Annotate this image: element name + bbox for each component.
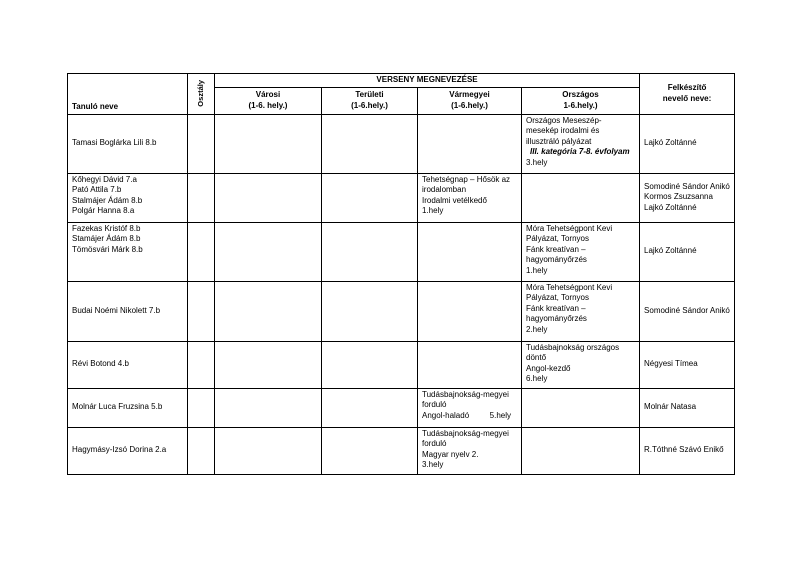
teacher-cell: Molnár Natasa xyxy=(640,388,735,427)
table-row xyxy=(68,427,735,474)
city-cell xyxy=(215,341,322,388)
district-cell xyxy=(322,341,418,388)
teacher-cell: Somodiné Sándor Anikó Kormos Zsuzsanna Lajkó Zoltánné xyxy=(640,173,735,222)
class-cell xyxy=(188,341,215,388)
class-cell xyxy=(188,114,215,173)
table-row xyxy=(68,173,735,222)
county-cell xyxy=(418,341,522,388)
city-cell xyxy=(215,173,322,222)
national-cell xyxy=(522,427,640,474)
table-row xyxy=(68,281,735,341)
district-cell xyxy=(322,388,418,427)
teacher-cell: Négyesi Tímea xyxy=(640,341,735,388)
teacher-header: Felkészítő nevelő neve: xyxy=(640,74,735,115)
student-cell: Révi Botond 4.b xyxy=(68,341,188,388)
class-cell xyxy=(188,222,215,281)
student-cell: Budai Noémi Nikolett 7.b xyxy=(68,281,188,341)
student-cell: Molnár Luca Fruzsina 5.b xyxy=(68,388,188,427)
county-cell xyxy=(418,281,522,341)
student-cell: Kőhegyi Dávid 7.a Pató Attila 7.b Stalmájer Ádám 8.b Polgár Hanna 8.a xyxy=(68,173,188,222)
table-row xyxy=(68,341,735,388)
level-district-header: Területi (1-6.hely.) xyxy=(322,87,418,114)
student-cell: Tamasi Boglárka Lili 8.b xyxy=(68,114,188,173)
national-cell: Tudásbajnokság országos döntő Angol-kezdő 6.hely xyxy=(522,341,640,388)
city-cell xyxy=(215,427,322,474)
student-cell: Fazekas Kristóf 8.b Stamájer Ádám 8.b Tömösvári Márk 8.b xyxy=(68,222,188,281)
results-table xyxy=(67,73,735,475)
county-cell: Tudásbajnokság-megyei forduló Magyar nyelv 2. 3.hely xyxy=(418,427,522,474)
class-cell xyxy=(188,281,215,341)
district-cell xyxy=(322,281,418,341)
county-cell xyxy=(418,222,522,281)
class-cell xyxy=(188,427,215,474)
student-name-header: Tanuló neve xyxy=(68,74,188,115)
county-cell xyxy=(418,114,522,173)
level-city-header: Városi (1-6. hely.) xyxy=(215,87,322,114)
district-cell xyxy=(322,427,418,474)
competition-header: VERSENY MEGNEVEZÉSE xyxy=(215,74,640,88)
teacher-cell: R.Tóthné Szávó Enikő xyxy=(640,427,735,474)
table-row xyxy=(68,222,735,281)
teacher-cell: Lajkó Zoltánné xyxy=(640,114,735,173)
city-cell xyxy=(215,114,322,173)
class-header: Osztály xyxy=(188,74,215,115)
county-cell: Tehetségnap – Hősök az irodalomban Irodalmi vetélkedő 1.hely xyxy=(418,173,522,222)
level-national-header: Országos 1-6.hely.) xyxy=(522,87,640,114)
national-cell xyxy=(522,173,640,222)
city-cell xyxy=(215,388,322,427)
city-cell xyxy=(215,222,322,281)
national-cell: Országos Meseszép- mesekép irodalmi és illusztráló pályázat III. kategória 7-8. évfolyam 3.hely xyxy=(522,114,640,173)
district-cell xyxy=(322,173,418,222)
level-county-header: Vármegyei (1-6.hely.) xyxy=(418,87,522,114)
student-cell: Hagymásy-Izsó Dorina 2.a xyxy=(68,427,188,474)
national-cell: Móra Tehetségpont Kevi Pályázat, Tornyos Fánk kreatívan – hagyományőrzés 2.hely xyxy=(522,281,640,341)
national-cell xyxy=(522,388,640,427)
national-cell: Móra Tehetségpont Kevi Pályázat, Tornyos Fánk kreatívan – hagyományőrzés 1.hely xyxy=(522,222,640,281)
teacher-cell: Somodiné Sándor Anikó xyxy=(640,281,735,341)
table-row xyxy=(68,114,735,173)
city-cell xyxy=(215,281,322,341)
teacher-cell: Lajkó Zoltánné xyxy=(640,222,735,281)
district-cell xyxy=(322,222,418,281)
class-cell xyxy=(188,388,215,427)
table-row xyxy=(68,388,735,427)
district-cell xyxy=(322,114,418,173)
county-cell: Tudásbajnokság-megyei forduló Angol-haladó 5.hely xyxy=(418,388,522,427)
class-cell xyxy=(188,173,215,222)
